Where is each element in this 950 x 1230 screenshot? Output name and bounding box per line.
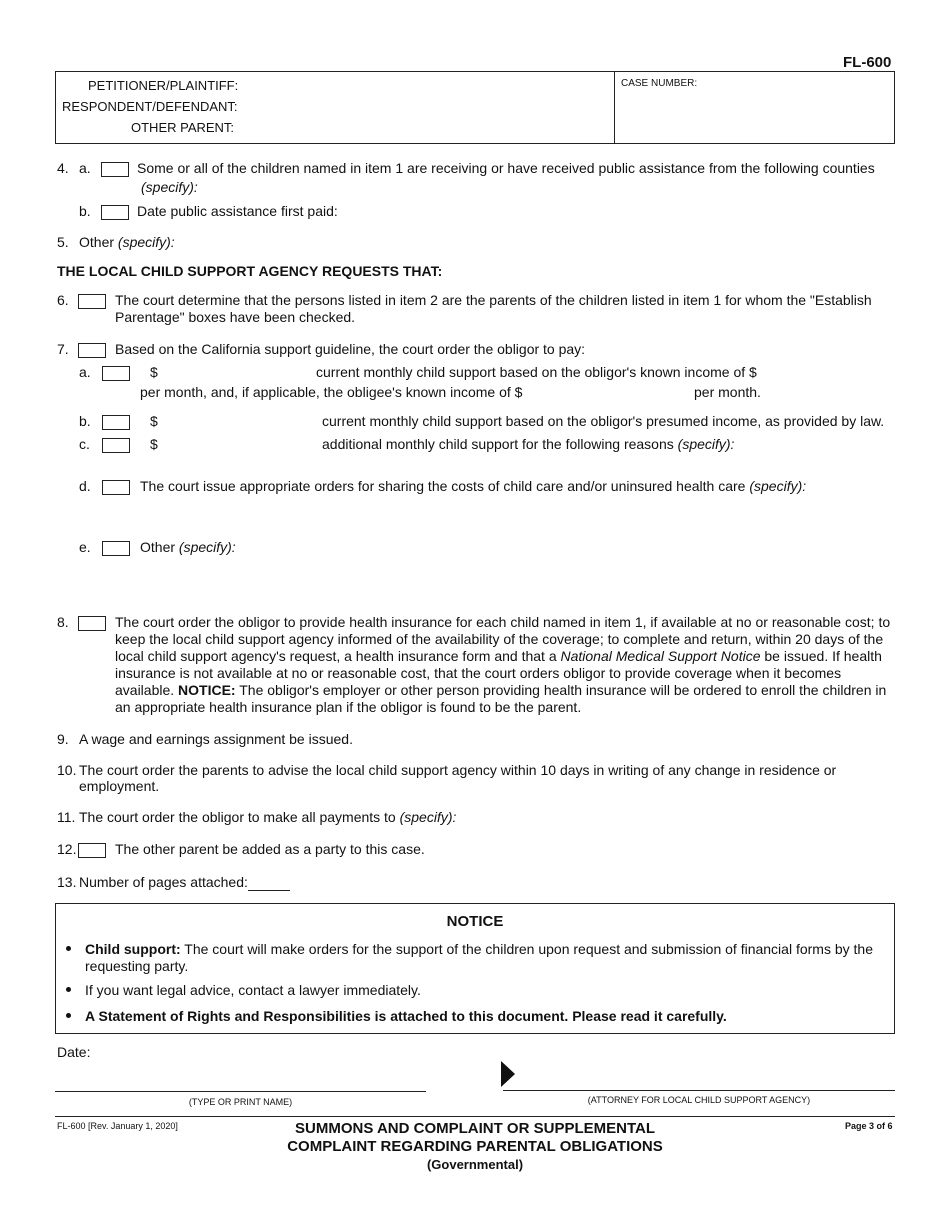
- notice-item-1-line2: requesting party.: [85, 958, 189, 974]
- notice-item-2: If you want legal advice, contact a lawyer immediately.: [85, 982, 421, 998]
- item7e-label: e.: [79, 539, 91, 555]
- notice-bullet-3: [66, 1013, 71, 1018]
- item8-number: 8.: [57, 614, 69, 630]
- item8-checkbox[interactable]: [78, 616, 106, 631]
- notice-item-1: [85, 941, 873, 957]
- item10-line2: employment.: [79, 778, 160, 794]
- date-label: Date:: [57, 1044, 91, 1060]
- item13-text: Number of pages attached:: [79, 874, 248, 890]
- item12-number: 12.: [57, 841, 77, 857]
- item8-line3b: be issued. If health: [764, 648, 882, 664]
- item4b-checkbox[interactable]: [101, 205, 129, 220]
- item7d-text: [140, 478, 806, 494]
- item6-number: 6.: [57, 292, 69, 308]
- signature-arrow-icon: [500, 1060, 516, 1088]
- item7e-checkbox[interactable]: [102, 541, 130, 556]
- pages-attached-field[interactable]: [248, 890, 290, 891]
- caption-divider: [614, 71, 615, 144]
- item7-checkbox[interactable]: [78, 343, 106, 358]
- footer-rule: [55, 1116, 895, 1117]
- item7c-label-text: additional monthly child support for the following reasons: [322, 436, 674, 452]
- notice-bullet-2: [66, 987, 71, 992]
- print-name-caption: (TYPE OR PRINT NAME): [188, 1097, 293, 1107]
- item12-checkbox[interactable]: [78, 843, 106, 858]
- item7c-dollar: $: [150, 436, 158, 452]
- item7d-specify: (specify):: [749, 478, 807, 494]
- print-name-line[interactable]: [55, 1091, 426, 1092]
- item8-nmsn: National Medical Support Notice: [560, 648, 761, 664]
- item5-number: 5.: [57, 234, 69, 250]
- footer-page: Page 3 of 6: [845, 1121, 893, 1131]
- item8-line6: an appropriate health insurance plan if the obligor is found to be the parent.: [115, 699, 582, 715]
- notice-child-support-label: Child support:: [85, 941, 181, 957]
- item7b-label: b.: [79, 413, 91, 429]
- item7d-checkbox[interactable]: [102, 480, 130, 495]
- item5-label: Other: [79, 234, 115, 250]
- item7b-checkbox[interactable]: [102, 415, 130, 430]
- item5-specify: (specify):: [117, 234, 175, 250]
- item6-line2: Parentage" boxes have been checked.: [115, 309, 356, 325]
- item9-number: 9.: [57, 731, 69, 747]
- item9-text: A wage and earnings assignment be issued.: [79, 731, 353, 747]
- item10-number: 10.: [57, 762, 77, 778]
- footer-rev: FL-600 [Rev. January 1, 2020]: [57, 1121, 178, 1131]
- footer-title-3: (Governmental): [426, 1157, 524, 1172]
- item7a-text: current monthly child support based on the obligor's known income of $: [316, 364, 757, 380]
- requests-heading: THE LOCAL CHILD SUPPORT AGENCY REQUESTS THAT:: [57, 263, 443, 279]
- item4-number: 4.: [57, 160, 69, 176]
- item7b-dollar: $: [150, 413, 158, 429]
- item7d-label-text: The court issue appropriate orders for sharing the costs of child care and/or uninsured health care: [140, 478, 746, 494]
- item5-text: [79, 234, 175, 250]
- item4a-label: a.: [79, 160, 91, 176]
- item13-number: 13.: [57, 874, 77, 890]
- notice-bullet-1: [66, 946, 71, 951]
- item7e-label-text: Other: [140, 539, 176, 555]
- item12-text: The other parent be added as a party to this case.: [115, 841, 425, 857]
- notice-child-support-text: The court will make orders for the support of the children upon request and submission of financial forms by the: [184, 941, 873, 957]
- item8-line5: [115, 682, 886, 698]
- item7c-text: [322, 436, 734, 452]
- item7b-text: current monthly child support based on the obligor's presumed income, as provided by law.: [322, 413, 885, 429]
- signature-line[interactable]: [503, 1090, 895, 1091]
- form-id: FL-600: [843, 54, 892, 71]
- item7c-specify: (specify):: [677, 436, 735, 452]
- item10-line1: The court order the parents to advise the local child support agency within 10 days in writing of any change in residence or: [79, 762, 837, 778]
- item4a-text: Some or all of the children named in item 1 are receiving or have received public assistance from the following counties: [137, 160, 875, 176]
- item11-specify: (specify):: [399, 809, 457, 825]
- petitioner-label: PETITIONER/PLAINTIFF:: [88, 78, 239, 93]
- item7e-text: [140, 539, 236, 555]
- item7c-checkbox[interactable]: [102, 438, 130, 453]
- item4a-checkbox[interactable]: [101, 162, 129, 177]
- item8-line3: [115, 648, 882, 664]
- respondent-label: RESPONDENT/DEFENDANT:: [62, 99, 238, 114]
- notice-title: NOTICE: [446, 913, 504, 930]
- other-parent-label: OTHER PARENT:: [131, 120, 235, 135]
- attorney-caption: (ATTORNEY FOR LOCAL CHILD SUPPORT AGENCY): [587, 1095, 811, 1105]
- item8-line2: keep the local child support agency informed of the availability of the coverage; to complete and return, within 20 days of the: [115, 631, 884, 647]
- item7a-label: a.: [79, 364, 91, 380]
- item11-label: The court order the obligor to make all payments to: [79, 809, 396, 825]
- item7e-specify: (specify):: [178, 539, 236, 555]
- item6-line1: The court determine that the persons listed in item 2 are the parents of the children listed in item 1 for whom the "Establish: [115, 292, 872, 308]
- item4b-text: Date public assistance first paid:: [137, 203, 338, 219]
- item4b-label: b.: [79, 203, 91, 219]
- item7-number: 7.: [57, 341, 69, 357]
- case-number-label: CASE NUMBER:: [621, 78, 698, 89]
- item7c-label: c.: [79, 436, 90, 452]
- item7a-per-month: per month.: [694, 384, 761, 400]
- item8-line1: The court order the obligor to provide health insurance for each child named in item 1, if available at no or reasonable cost; to: [115, 614, 891, 630]
- notice-item-3: A Statement of Rights and Responsibilities is attached to this document. Please read it carefully.: [85, 1008, 727, 1024]
- item7a-checkbox[interactable]: [102, 366, 130, 381]
- item11-text: [79, 809, 456, 825]
- footer-title-1: SUMMONS AND COMPLAINT OR SUPPLEMENTAL: [295, 1120, 655, 1137]
- item11-number: 11.: [57, 809, 76, 825]
- footer-title-2: COMPLAINT REGARDING PARENTAL OBLIGATIONS: [287, 1138, 663, 1155]
- item7-text: Based on the California support guideline, the court order the obligor to pay:: [115, 341, 586, 357]
- item8-line5a: available.: [115, 682, 175, 698]
- item6-checkbox[interactable]: [78, 294, 106, 309]
- item4a-specify: (specify):: [141, 179, 198, 195]
- item7a-dollar: $: [150, 364, 158, 380]
- item8-line3a: local child support agency's request, a health insurance form and that a: [115, 648, 557, 664]
- item8-line4: insurance is not available at no or reasonable cost, that the court orders obligor to provide coverage when it becomes: [115, 665, 842, 681]
- item7d-label: d.: [79, 478, 91, 494]
- item7a-line2: per month, and, if applicable, the obligee's known income of $: [140, 384, 523, 400]
- item8-notice-label: NOTICE:: [178, 682, 236, 698]
- item8-line5b: The obligor's employer or other person providing health insurance will be ordered to enroll the children in: [239, 682, 887, 698]
